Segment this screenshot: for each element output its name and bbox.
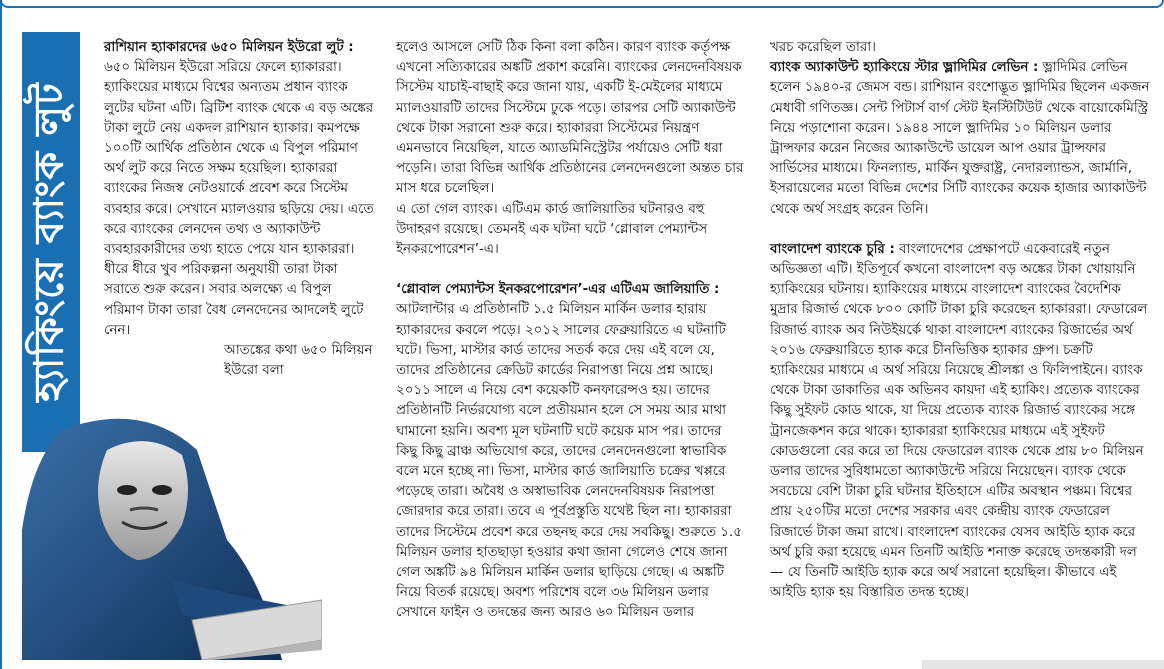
paragraph: [396, 280, 746, 623]
article-column-1: [104, 38, 374, 381]
paragraph-text: হলেও আসলে সেটি ঠিক কিনা বলা কঠিন। কারণ ব্যাংক কর্তৃপক্ষ এখনো সত্যিকারের অঙ্কটি প্রকাশ করেনি। ব্যাংকের লেনদেনবিষয়ক সিস্টেম যাচাই-বাছাই করে জানা যায়, একটি ই-মেইলের মাধ্যমে ম্যালওয়ারটি তাদের সিস্টেমে ঢুকে পড়ে। তারপর সেটি অ্যাকাউন্ট থেকে টাকা সরানো শুরু করে। হ্যাকাররা সিস্টেমের নিয়ন্ত্রণ এমনভাবে নিয়েছিল, যাতে অ্যাডমিনিস্ট্রেটর পর্যায়েও সেটি ধরা পড়েনি। তারা বিভিন্ন আর্থিক প্রতিষ্ঠানের লেনদেনগুলো অন্তত চার মাস ধরে চলেছিল।: [396, 40, 744, 197]
article-column-3: [770, 38, 1150, 603]
paragraph: [396, 200, 746, 261]
section-heading: ‘গ্লোবাল পেম্যান্টস ইনকরপোরেশন’-এর এটিএম জালিয়াতি :: [396, 282, 720, 298]
top-border: [0, 0, 1164, 8]
section-heading: রাশিয়ান হ্যাকারদের ৬৫০ মিলিয়ন ইউরো লুট :: [104, 40, 354, 55]
paragraph: [770, 240, 1150, 604]
paragraph: [104, 38, 374, 341]
paragraph: [104, 341, 374, 381]
section-heading: বাংলাদেশ ব্যাংকে চুরি :: [770, 241, 895, 257]
paragraph-text: ৬৫০ মিলিয়ন ইউরো সরিয়ে ফেলে হ্যাকাররা। হ্যাকিংয়ের মাধ্যমে বিশ্বের অন্যতম প্রধান ব্যাংক লুটের ঘটনা এটি। ব্রিটিশ ব্যাংক থেকে এ বড় অঙ্কের টাকা লুটে নেয় একদল রাশিয়ান হ্যাকার। কমপক্ষে ১০০টি আর্থিক প্রতিষ্ঠান থেকে এ বিপুল পরিমাণ অর্থ লুট করে নিতে সক্ষম হয়েছিল। হ্যাকাররা ব্যাংকের নিজস্ব নেটওয়ার্কে প্রবেশ করে সিস্টেম ব্যবহার করে। সেখানে ম্যালওয়ার ছড়িয়ে দেয়। এতে করে ব্যাংকের লেনদেন তথ্য ও অ্যাকাউন্ট ব্যবহারকারীদের তথ্য হাতে পেয়ে যান হ্যাকাররা। ধীরে ধীরে খুব পরিকল্পনা অনুযায়ী তারা টাকা সরাতে শুরু করেন। সবার অলক্ষ্যে এ বিপুল পরিমাণ টাকা তারা বৈধ লেনদেনের আদলেই লুটে নেন।: [104, 60, 374, 338]
footer-bar: [922, 660, 1164, 669]
paragraph-text: আতঙ্কের কথা ৬৫০ মিলিয়ন ইউরো বলা: [224, 343, 373, 379]
section-heading: ব্যাংক অ্যাকাউন্ট হ্যাকিংয়ে স্টার ভ্লাদিমির লেভিন :: [770, 60, 1039, 76]
side-title: [22, 32, 80, 452]
paragraph-text: ভ্লাদিমির লেভিন হলেন ১৯৪০-র জেমস বন্ড। রাশিয়ান বংশোদ্ভূত ভ্লাদিমির ছিলেন একজন মেধাবী গণিতজ্ঞ। সেন্ট পিটার্স বার্গ স্টেট ইনস্টিটিউট থেকে বায়োকেমিস্ট্রি নিয়ে পড়াশোনা করেন। ১৯৪৪ সালে ভ্লাদিমির ১০ মিলিয়ন ডলার ট্রান্সফার করেন নিজের অ্যাকাউন্টে ডায়েল আপ ওয়ার ট্রান্সফার সার্ভিসের মাধ্যমে। ফিনল্যান্ড, মার্কিন যুক্তরাষ্ট্র, নেদারল্যান্ডস, জার্মানি, ইসরায়েলের মতো বিভিন্ন দেশের সিটি ব্যাংকের কয়েক হাজার অ্যাকাউন্ট থেকে অর্থ সংগ্রহ করেন তিনি।: [770, 60, 1150, 217]
left-border: [0, 0, 2, 669]
article-column-2: [396, 38, 746, 624]
paragraph: [770, 38, 1150, 58]
paragraph: [770, 58, 1150, 220]
hacker-mask-laptop-illustration: [22, 410, 322, 660]
paragraph-text: আটলান্টার এ প্রতিষ্ঠানটি ১.৫ মিলিয়ন মার্কিন ডলার হারায় হ্যাকারদের কবলে পড়ে। ২০১২ সালের ফেব্রুয়ারিতে এ ঘটনাটি ঘটে। ভিসা, মাস্টার কার্ড তাদের সতর্ক করে দেয় এই বলে যে, তাদের প্রতিষ্ঠানের ক্রেডিট কার্ডের নিরাপত্তা নিয়ে প্রশ্ন আছে। ২০১১ সালে এ নিয়ে বেশ কয়েকটি কনফারেন্সও হয়। তাদের প্রতিষ্ঠানটি নির্ভরযোগ্য বলে প্রতীয়মান হলে সে সময় আর মাথা ঘামানো হয়নি। অবশ্য মূল ঘটনাটি ঘটে কয়েক মাস পর। তাদের কিছু কিছু ব্রাঞ্চ অভিযোগ করে, তাদের লেনদেনগুলো স্বাভাবিক বলে মনে হচ্ছে না। ভিসা, মাস্টার কার্ড জালিয়াতি চক্রের খপ্পরে পড়েছে তারা। অবৈধ ও অস্বাভাবিক লেনদেনবিষয়ক নিরাপত্তা জোরদার করে তারা। তবে এ পূর্বপ্রস্তুতি যথেষ্ট ছিল না। হ্যাকাররা তাদের সিস্টেমে প্রবেশ করে তছনছ করে দেয় সবকিছু। শুরুতে ১.৫ মিলিয়ন ডলার হাতছাড়া হওয়ার কথা জানা গেলেও শেষে জানা গেল অঙ্কটি ৯৪ মিলিয়ন মার্কিন ডলার ছাড়িয়ে গেছে। এ অঙ্কটি নিয়ে বিতর্ক রয়েছে। অবশ্য পরিশেষ বলে ৩৬ মিলিয়ন ডলার সেখানে ফাইন ও তদন্তের জন্য আরও ৬০ মিলিয়ন ডলার: [396, 302, 742, 621]
paragraph-text: এ তো গেল ব্যাংক। এটিএম কার্ড জালিয়াতির ঘটনারও বহু উদাহরণ রয়েছে। তেমনই এক ঘটনা ঘটে ‘গ্লোবাল পেম্যান্টস ইনকরপোরেশন’-এ।: [396, 201, 708, 258]
side-title-text: হ্যাকিংয়ে ব্যাংক লুট: [26, 82, 73, 402]
paragraph-text: বাংলাদেশের প্রেক্ষাপটে একেবারেই নতুন অভিজ্ঞতা এটি। ইতিপূর্বে কখনো বাংলাদেশ বড় অঙ্কের টাকা খোয়ায়নি হ্যাকিংয়ের ঘটনায়। হ্যাকিংয়ের মাধ্যমে বাংলাদেশ ব্যাংকের বৈদেশিক মুদ্রার রিজার্ভ থেকে ৮০০ কোটি টাকা চুরি করেছেন হ্যাকাররা। ফেডারেল রিজার্ভ ব্যাংক অব নিউইয়র্কে থাকা বাংলাদেশ ব্যাংকের রিজার্ভের অর্থ ২০১৬ ফেব্রুয়ারিতে হ্যাক করে চীনভিত্তিক হ্যাকার গ্রুপ। চক্রটি হ্যাকিংয়ের মাধ্যমে এ অর্থ সরিয়ে নিয়েছে শ্রীলঙ্কা ও ফিলিপাইনে। ব্যাংক থেকে টাকা ডাকাতির এক অভিনব কায়দা এই হ্যাকিং। প্রত্যেক ব্যাংকের কিছু সুইফট কোড থাকে, যা দিয়ে প্রত্যেক ব্যাংক রিজার্ভ ব্যাংকের সঙ্গে ট্রানজেকশন করে থাকে। হ্যাকাররা হ্যাকিংয়ের মাধ্যমে এই সুইফট কোডগুলো বের করে তা দিয়ে ফেডারেল ব্যাংক থেকে প্রায় ৮০ মিলিয়ন ডলার তাদের সুবিধামতো অ্যাকাউন্টে সরিয়ে নিয়েছেন। ব্যাংক থেকে সবচেয়ে বেশি টাকা চুরি ঘটনার ইতিহাসে এটির অবস্থান পঞ্চম। বিশ্বের প্রায় ২৫০টির মতো দেশের সরকার এবং কেন্দ্রীয় ব্যাংক ফেডারেল রিজার্ভে টাকা জমা রাখে। বাংলাদেশ ব্যাংকের যেসব আইডি হ্যাক করে অর্থ চুরি করা হয়েছে এমন তিনটি আইডি শনাক্ত করেছে তদন্তকারী দল— যে তিনটি আইডি হ্যাক করে অর্থ সরানো হয়েছিল। কীভাবে এই আইডি হ্যাক হয় বিস্তারিত তদন্ত হচ্ছে।: [770, 241, 1148, 601]
paragraph-text: খরচ করেছিল তারা।: [770, 40, 876, 55]
paragraph: [396, 38, 746, 200]
